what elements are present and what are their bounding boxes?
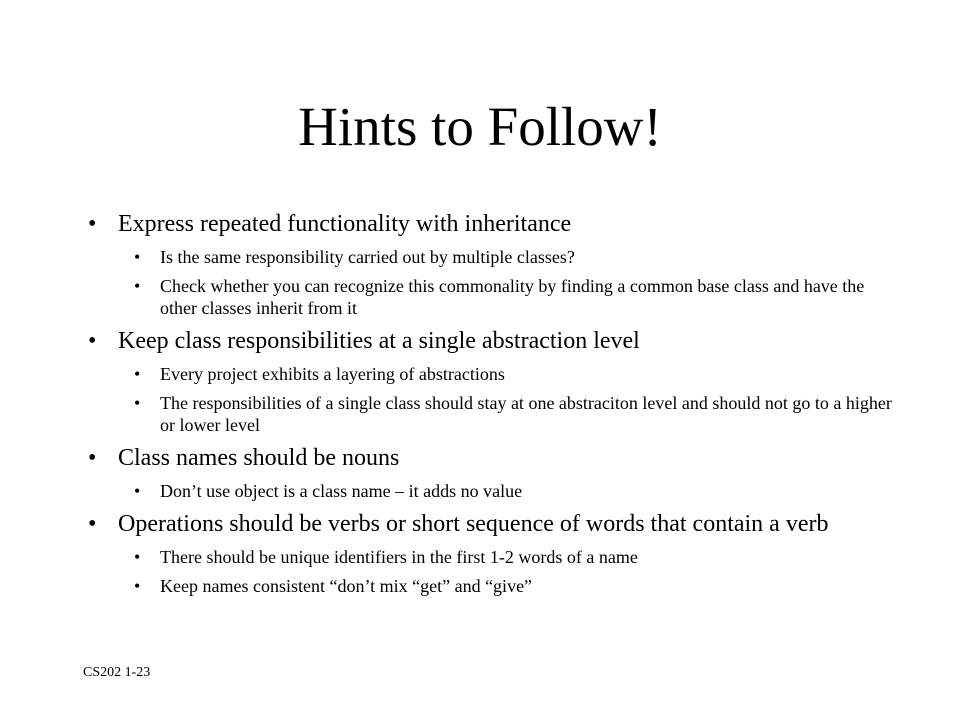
sub-bullet-item: • Every project exhibits a layering of abstractions — [160, 363, 900, 385]
sub-bullet-item: • Don’t use object is a class name – it adds no value — [160, 480, 900, 502]
sub-bullet-item: • There should be unique identifiers in the first 1-2 words of a name — [160, 546, 900, 568]
bullet-operations: • Operations should be verbs or short sequence of words that contain a verb — [118, 510, 918, 539]
slide-title: Hints to Follow! — [298, 96, 662, 157]
bullet-inheritance: • Express repeated functionality with inheritance — [118, 210, 918, 239]
sub-bullet-item: • Check whether you can recognize this commonality by finding a common base class and have the other classes inherit from it — [160, 275, 900, 319]
bullet-list — [0, 210, 960, 597]
bullet-class-names: • Class names should be nouns — [118, 444, 918, 473]
sub-bullet-item: • The responsibilities of a single class should stay at one abstraciton level and should not go to a higher or lower level — [160, 392, 900, 436]
sub-bullet-item: • Keep names consistent “don’t mix “get” and “give” — [160, 575, 900, 597]
bullet-abstraction-level: • Keep class responsibilities at a single abstraction level — [118, 327, 918, 356]
sub-bullet-item: • Is the same responsibility carried out by multiple classes? — [160, 246, 900, 268]
slide-footer: CS202 1-23 — [83, 665, 151, 680]
